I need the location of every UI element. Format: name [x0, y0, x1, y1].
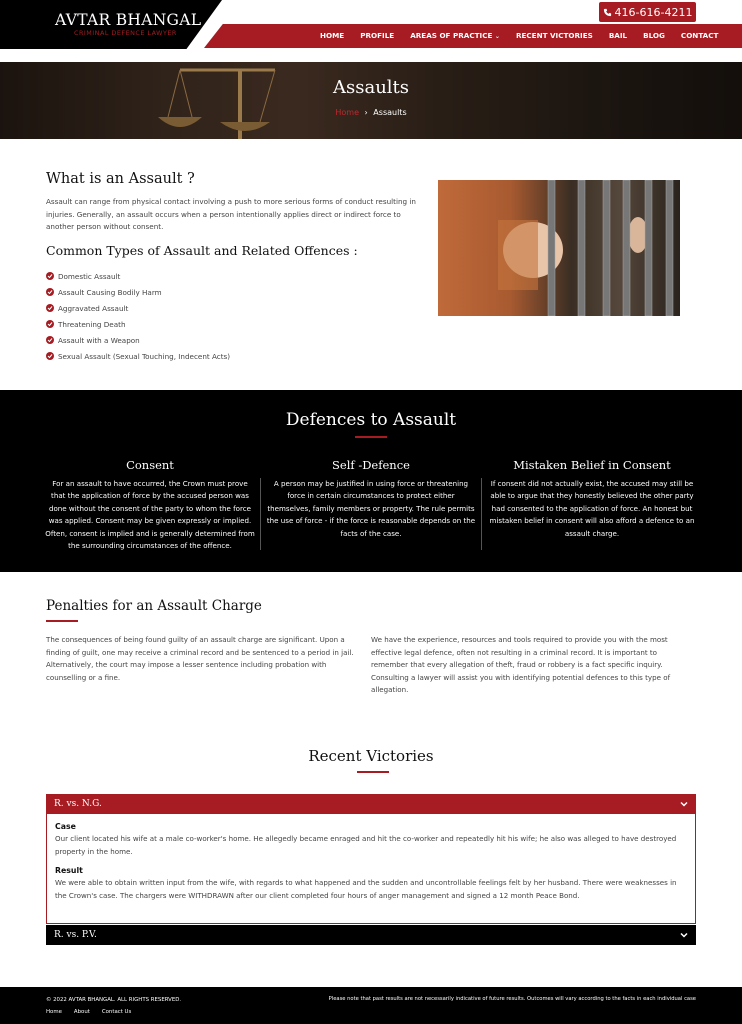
victory-accordion-2 — [46, 925, 696, 945]
penalties-left-paragraph: The consequences of being found guilty of an assault charge are significant. Upon a finding of guilt, one may receive a criminal record and be sentenced to a period in jail. Alternatively, the court may impose a lesser sentence including probation with counselling or a fine. — [46, 635, 354, 682]
logo-tagline: CRIMINAL DEFENCE LAWYER — [74, 29, 177, 37]
result-label: Result — [55, 866, 83, 875]
check-circle-icon — [46, 304, 54, 312]
nav-blog[interactable]: BLOG — [643, 31, 665, 40]
defence-mistaken-belief — [487, 458, 697, 540]
list-item — [46, 348, 230, 364]
penalties-right-paragraph: We have the experience, resources and tools required to provide you with the most effective legal defence, often not resulting in a criminal record. It is important to remember that every allegation of theft, fraud or robbery is a fact specific inquiry. Consulting a lawyer will assist you with identifying potential defences to this type of allegation. — [371, 635, 671, 694]
column-divider — [481, 478, 482, 550]
site-footer — [0, 987, 742, 1024]
breadcrumb — [0, 108, 742, 117]
chevron-down-icon: ⌄ — [494, 33, 500, 40]
scales-of-justice-image — [140, 62, 290, 139]
list-item — [46, 316, 230, 332]
list-item-label: Domestic Assault — [58, 271, 121, 281]
jail-bars-image — [438, 180, 680, 316]
intro-paragraph: Assault can range from physical contact involving a push to more serious forms of conduct resulting in injuries. Generally, an assault occurs when a person intentionally applies direct or indirect force to another person without consent. — [46, 197, 416, 231]
penalties-heading: Penalties for an Assault Charge — [46, 598, 262, 614]
accordion-header[interactable] — [46, 925, 696, 945]
nav-home[interactable]: HOME — [320, 31, 345, 40]
site-header — [0, 0, 742, 50]
list-item — [46, 268, 230, 284]
list-item-label: Aggravated Assault — [58, 303, 129, 313]
footer-link-about[interactable]: About — [73, 1009, 90, 1015]
copyright: © 2022 AVTAR BHANGAL. ALL RIGHTS RESERVED. — [46, 997, 182, 1003]
list-item-label: Assault Causing Bodily Harm — [58, 287, 162, 297]
nav-recent-victories[interactable]: RECENT VICTORIES — [515, 31, 593, 40]
list-item — [46, 284, 230, 300]
check-circle-icon — [46, 336, 54, 344]
breadcrumb-separator: › — [364, 108, 368, 117]
defence-text: For an assault to have occurred, the Crown must prove that the application of force by the accused person was done without the consent of the party to whom the force was applied. Consent may be given expressly or implied. Often, consent is implied and is generally determined from the surrounding circumstances of the offence. — [45, 479, 255, 551]
nav-areas-label: AREAS OF PRACTICE — [410, 31, 493, 40]
column-divider — [260, 478, 261, 550]
defences-heading: Defences to Assault — [285, 410, 457, 430]
phone-icon — [603, 8, 612, 17]
chevron-down-icon — [680, 931, 688, 939]
defence-text: If consent did not actually exist, the accused may still be able to argue that they honestly believed the other party had consented to the application of force. An honest but mistaken belief in consent will also afford a defence to an assault charge. — [489, 479, 695, 538]
check-circle-icon — [46, 352, 54, 360]
check-circle-icon — [46, 272, 54, 280]
defence-consent — [45, 458, 255, 552]
heading-divider — [357, 771, 389, 773]
nav-contact[interactable]: CONTACT — [680, 31, 719, 40]
offence-types-list — [46, 268, 230, 364]
phone-number: 416-616-4211 — [614, 5, 693, 19]
breadcrumb-home[interactable]: Home — [335, 108, 359, 117]
accordion-title: R. vs. P.V. — [54, 930, 97, 940]
breadcrumb-current: Assaults — [373, 108, 407, 117]
defence-title: Self -Defence — [332, 458, 410, 472]
case-label: Case — [55, 822, 76, 831]
defences-section — [0, 390, 742, 572]
list-item — [46, 332, 230, 348]
result-text: We were able to obtain written input from the wife, with regards to what happened and the sudden and uncontrollable feelings felt by her husband. There were weaknesses in the Crown's case. The chargers were WITHDRAWN after our client completed four hours of anger management and signed a 12 month Peace Bond. — [55, 878, 677, 900]
defence-title: Consent — [126, 458, 174, 472]
page-title: Assaults — [332, 77, 410, 98]
accordion-title: R. vs. N.G. — [54, 799, 102, 809]
intro-heading: What is an Assault ? — [46, 171, 195, 187]
accordion-body — [46, 814, 696, 924]
logo-name[interactable]: AVTAR BHANGAL — [55, 11, 202, 29]
accordion-header[interactable] — [46, 794, 696, 814]
defence-self-defence — [266, 458, 476, 540]
defence-text: A person may be justified in using force or threatening force in certain circumstances to protect either themselves, family members or property. The rule permits the use of force - if the force is reasonable depends on the facts of the case. — [266, 479, 476, 538]
nav-areas-of-practice[interactable] — [410, 31, 500, 40]
list-item-label: Assault with a Weapon — [58, 335, 140, 345]
footer-link-contact[interactable]: Contact Us — [101, 1009, 132, 1015]
case-text: Our client located his wife at a male co-worker's home. He allegedly became enraged and hit the co-worker and repeatedly hit his wife; he also was alleged to have destroyed property in the home. — [55, 834, 677, 856]
victories-heading: Recent Victories — [308, 747, 434, 765]
victory-accordion-1 — [46, 794, 696, 924]
list-item-label: Sexual Assault (Sexual Touching, Indecent Acts) — [58, 351, 231, 361]
phone-button[interactable] — [599, 2, 696, 22]
footer-link-home[interactable]: Home — [46, 1009, 62, 1015]
list-item-label: Threatening Death — [58, 319, 126, 329]
check-circle-icon — [46, 288, 54, 296]
types-heading: Common Types of Assault and Related Offences : — [46, 243, 358, 258]
heading-divider — [355, 436, 387, 438]
nav-profile[interactable]: PROFILE — [360, 31, 395, 40]
check-circle-icon — [46, 320, 54, 328]
list-item — [46, 300, 230, 316]
page-banner — [0, 62, 742, 139]
chevron-down-icon — [680, 800, 688, 808]
disclaimer: Please note that past results are not necessarily indicative of future results. Outcomes will vary according to the facts in each individual case — [328, 996, 696, 1002]
heading-divider — [46, 620, 78, 622]
nav-bail[interactable]: BAIL — [608, 31, 628, 40]
footer-links — [46, 1009, 131, 1015]
defence-title: Mistaken Belief in Consent — [513, 458, 671, 472]
